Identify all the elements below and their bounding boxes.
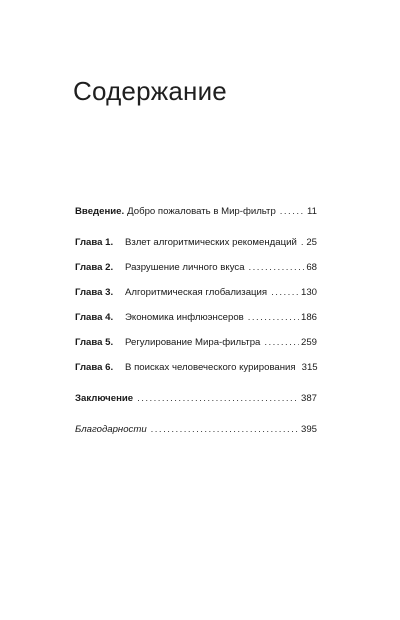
- toc-chapter-label: Глава 1.: [75, 237, 114, 248]
- dot-leader: [151, 423, 299, 437]
- toc-chapter-page: 25: [306, 237, 317, 248]
- toc-entry-intro[interactable]: [75, 205, 317, 219]
- toc-chapter-title: Взлет алгоритмических рекомендаций: [125, 237, 297, 248]
- toc-chapter-page: 186: [300, 312, 317, 323]
- dot-leader: [280, 205, 305, 219]
- toc-chapter-label: Глава 5.: [75, 337, 114, 348]
- toc-intro-label: Введение.: [75, 206, 125, 217]
- toc-acknowledgments-title: Благодарности: [75, 424, 147, 435]
- toc-entry-chapter-4[interactable]: [75, 311, 317, 325]
- toc-chapter-title: Разрушение личного вкуса: [125, 262, 245, 273]
- toc-intro-title: Добро пожаловать в Мир-фильтр: [127, 206, 276, 217]
- toc-entry-chapter-6[interactable]: [75, 361, 317, 375]
- toc-chapter-label: Глава 3.: [75, 287, 114, 298]
- toc-intro-page: 11: [307, 206, 317, 217]
- page-title: Содержание: [73, 76, 227, 106]
- toc-chapter-label: Глава 4.: [75, 312, 114, 323]
- toc-chapter-label: Глава 2.: [75, 262, 114, 273]
- toc-entry-chapter-1[interactable]: [75, 236, 317, 250]
- dot-leader: [137, 392, 299, 406]
- dot-leader: [271, 286, 299, 300]
- dot-leader: [248, 311, 299, 325]
- toc-chapter-page: 130: [300, 287, 317, 298]
- toc-chapter-page: 68: [306, 262, 317, 273]
- toc-chapter-label: Глава 6.: [75, 362, 114, 373]
- toc-entry-acknowledgments[interactable]: [75, 423, 317, 437]
- toc-chapter-title: В поисках человеческого курирования: [125, 362, 296, 373]
- toc-entry-chapter-5[interactable]: [75, 336, 317, 350]
- toc-chapter-title: Регулирование Мира-фильтра: [125, 337, 261, 348]
- toc-chapter-title: Алгоритмическая глобализация: [125, 287, 268, 298]
- dot-leader: [264, 336, 299, 350]
- toc-entry-conclusion[interactable]: [75, 392, 317, 406]
- toc-chapter-page: 315: [301, 362, 318, 373]
- dot-leader: [249, 261, 305, 275]
- toc-conclusion-page: 387: [300, 393, 317, 404]
- toc-conclusion-label: Заключение: [75, 393, 134, 404]
- toc-acknowledgments-page: 395: [300, 424, 317, 435]
- toc-chapter-title: Экономика инфлюэнсеров: [125, 312, 244, 323]
- dot-leader: [301, 236, 305, 250]
- toc-entry-chapter-3[interactable]: [75, 286, 317, 300]
- toc-entry-chapter-2[interactable]: [75, 261, 317, 275]
- toc-chapter-page: 259: [300, 337, 317, 348]
